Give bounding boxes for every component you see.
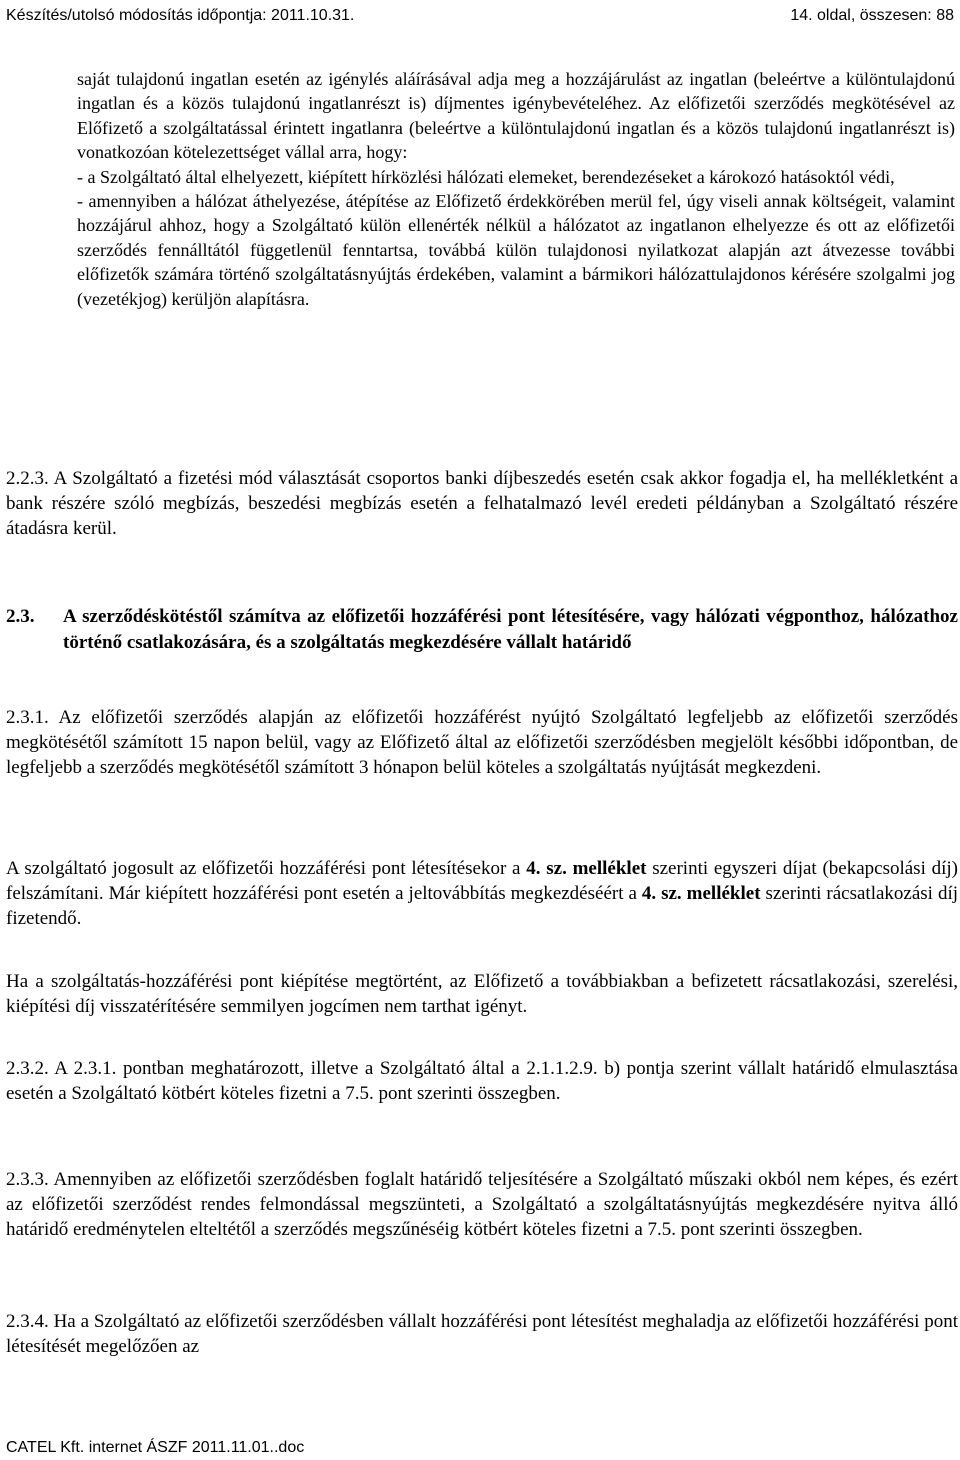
section-title: A szerződéskötéstől számítva az előfizetői hozzáférési pont létesítésére, vagy hálózati végponthoz, hálózathoz történő csatlakozására, és a szolgáltatás megkezdésére vállalt határidő: [63, 606, 958, 653]
paragraph-2-3-4: 2.3.4. Ha a Szolgáltató az előfizetői szerződésben vállalt hozzáférési pont létesítést meghaladja az előfizetői hozzáférési pont létesítését megelőzően az: [6, 1311, 958, 1357]
section-number: 2.3.: [6, 606, 35, 627]
paragraph-connection-fee: A szolgáltató jogosult az előfizetői hozzáférési pont létesítésekor a 4. sz. melléklet szerinti egyszeri díjat (bekapcsolási díj) felszámítani. Már kiépített hozzáférési pont esetén a jeltovábbítás megkezdéséért a 4. sz. melléklet szerinti rácsatlakozási díj fizetendő.: [6, 858, 958, 929]
paragraph-2-3-2: 2.3.2. A 2.3.1. pontban meghatározott, illetve a Szolgáltató által a 2.1.1.2.9. b) pontja szerint vállalt határidő elmulasztása esetén a Szolgáltató kötbért köteles fizetni a 7.5. pont szerinti összegben.: [6, 1058, 958, 1104]
header-date: Készítés/utolsó módosítás időpontja: 2011.10.31.: [6, 7, 355, 24]
paragraph-2-3-3: 2.3.3. Amennyiben az előfizetői szerződésben foglalt határidő teljesítésére a Szolgáltató műszaki okból nem képes, és ezért az előfizetői szerződést rendes felmondással megszünteti, a Szolgáltató a szolgáltatásnyújtás megkezdésére nyitva álló határidő eredménytelen elteltétől a szerződés megszűnéséig kötbért köteles fizetni a 7.5. pont szerinti összegben.: [6, 1169, 958, 1240]
paragraph-2-2-3: 2.2.3. A Szolgáltató a fizetési mód választását csoportos banki díjbeszedés esetén csak akkor fogadja el, ha mellékletként a bank részére szóló megbízás, beszedési megbízás esetén a felhatalmazó levél eredeti példányban a Szolgáltató részére átadásra kerül.: [6, 468, 958, 539]
header-page-count: 14. oldal, összesen: 88: [790, 7, 954, 24]
intro-bullet-relocation: - amennyiben a hálózat áthelyezése, átépítése az Előfizető érdekkörében merül fel, úgy viseli annak költségeit, valamint hozzájárul ahhoz, hogy a Szolgáltató külön ellenérték nélkül a hálózatot az ingatlanon elhelyezze és ott az előfizetői szerződés fennálltától függetlenül fenntartsa, továbbá külön tulajdonosi nyilatkozat alapján azt átvezesse további előfizetők számára történő szolgáltatásnyújtás érdekében, valamint a bármikori hálózattulajdonos kérésére szolgalmi jog (vezetékjog) kerüljön alapításra.: [77, 191, 955, 309]
intro-paragraph: saját tulajdonú ingatlan esetén az igénylés aláírásával adja meg a hozzájárulást az ingatlan (beleértve a különtulajdonú ingatlan és a közös tulajdonú ingatlanrészt is) díjmentes igénybevételéhez. Az előfizetői szerződés megkötésével az Előfizető a szolgáltatással érintett ingatlanra (beleértve a különtulajdonú ingatlan és a közös tulajdonú ingatlanrészt is) vonatkozóan kötelezettséget vállal arra, hogy:: [77, 69, 955, 163]
intro-block: [77, 67, 955, 311]
footer-filename: CATEL Kft. internet ÁSZF 2011.11.01..doc: [6, 1439, 305, 1456]
paragraph-2-3-1: 2.3.1. Az előfizetői szerződés alapján az előfizetői hozzáférést nyújtó Szolgáltató legfeljebb az előfizetői szerződés megkötésétől számított 15 napon belül, vagy az Előfizető által az előfizetői szerződésben megjelölt későbbi időpontban, de legfeljebb a szerződés megkötésétől számított 3 hónapon belül köteles a szolgáltatás nyújtását megkezdeni.: [6, 707, 958, 778]
paragraph-no-refund: Ha a szolgáltatás-hozzáférési pont kiépítése megtörtént, az Előfizető a továbbiakban a befizetett rácsatlakozási, szerelési, kiépítési díj visszatérítésére semmilyen jogcímen nem tarthat igényt.: [6, 971, 958, 1017]
intro-bullet-protection: - a Szolgáltató által elhelyezett, kiépített hírközlési hálózati elemeket, berendezéseket a károkozó hatásoktól védi,: [77, 166, 895, 187]
